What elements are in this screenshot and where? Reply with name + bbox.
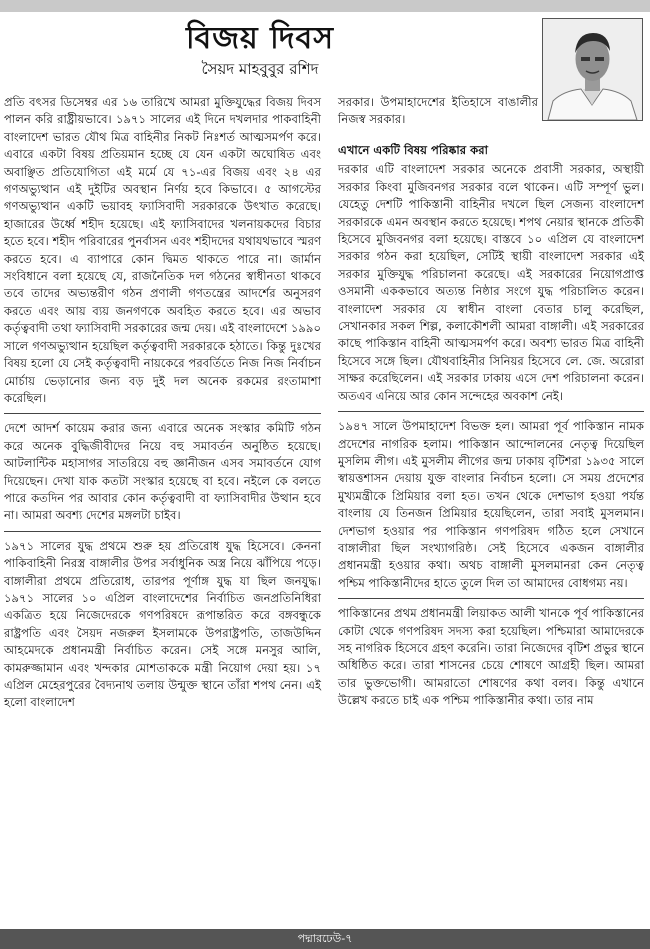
article-title: বিজয় দিবস bbox=[185, 21, 335, 56]
right-divider-2 bbox=[338, 598, 644, 599]
section-subhead: এখানে একটি বিষয় পরিষ্কার করা bbox=[338, 143, 488, 157]
author-photo bbox=[542, 18, 643, 121]
article-paragraph: পাকিস্তানের প্রথম প্রধানমন্ত্রী লিয়াকত আলী খানকে পূর্ব পাকিস্তানের কোটা থেকে গণপরিষদ সদস্য করা হয়েছিল। পশ্চিমারা আমাদেরকে সহ নাগরিক হিসেবে গ্রহণ করেনি। তারা নিজেদের বৃটিশ প্রভুর স্থানে অধিষ্ঠিত করে। তারা শাসনের চেয়ে শোষণে আগ্রহী ছিল। আমরা তার ভুক্তভোগী। আমরাতো শোষণের কথা বলব। কিন্তু এখানে উল্লেখ করতে চাই এক পশ্চিম পাকিস্তানীর কথা। তার নাম bbox=[338, 606, 644, 708]
left-divider-2 bbox=[4, 531, 321, 532]
article-paragraph: প্রতি বৎসর ডিসেম্বর এর ১৬ তারিখে আমরা মুক্তিযুদ্ধের বিজয় দিবস পালন করি রাষ্ট্রীয়ভাবে। ১৯৭১ সালের এই দিনে দখলদার পাকবাহিনী বাংলাদেশ ভারত যৌথ মিত্র বাহিনীর নিকট নিঃশর্ত আত্মসমর্পণ করে। এবারে একটা বিষয় প্রতিয়মান হচ্ছে যে যেন একটা অঘোষিত এবং অবাঞ্ছিত প্রতিযোগিতা এই মর্মে যে ৭১-এর বিজয় এবং ২৪ এর গণঅভ্যুত্থান এই দুইটির অবস্থান নির্ণয় হবে কিভাবে। ৫ আগস্টের গণঅভ্যুত্থান একটি ভয়াবহ ফ্যাসিবাদী সরকারকে উৎখাত করেছে। হাজারের উর্ধ্বে শহীদ হয়েছে। এই ফ্যাসিবাদের খলনায়কদের বিচার হতে হবে। শহীদ পরিবারের পুনর্বাসন এবং শহীদদের যথাযথভাবে স্মরণ করতে হবে। এ ব্যাপারে কোন দ্বিমত থাকতে পারে না। জার্মান সংবিধানে বলা হয়েছে যে, রাজনৈতিক দল গঠনের স্বাধীনতা থাকবে তবে তাদের অভ্যন্তরীণ গঠন প্রণালী গণতন্ত্রের আদর্শের অনুসরণ করতে এবং আয় ব্যয় জনগণকে অবহিত করতে হবে। এর অভাব কর্তৃত্ববাদী তথা ফ্যাসিবাদী সরকারের জন্ম দেয়। এই বাংলাদেশে ১৯৯০ সালে গণঅভ্যুত্থান হয়েছিল কর্তৃত্ববাদী সরকারকে হঠাতে। কিন্তু দুঃখের বিষয় হলো যে সেই কর্তৃত্ববাদী নায়কেরে পরবর্তিতে নিজ নিজ নির্বাচন মোর্চায় ভেড়ানোর জন্য বড় দুই দল অনেক রকমের রংতামাশা করেছিল। bbox=[4, 95, 321, 405]
article-paragraph: দরকার এটি বাংলাদেশ সরকার অনেকে প্রবাসী সরকার, অস্থায়ী সরকার কিংবা মুজিবনগর সরকার বলে থাকেন। এটি সম্পূর্ণ ভুল। যেহেতু দেশটি পাকিস্তানী বাহিনীর দখলে ছিল সেজন্য বাংলাদেশ সরকারকে এমন অবস্থান করতে হয়েছে। শপথ নেয়ার স্থানকে প্রতিকী হিসেবে মুজিবনগর বলা হয়েছে। বাস্তবে ১০ এপ্রিল যে বাংলাদেশ সরকার গঠন করা হয়েছিল, সেটিই স্থায়ী বাংলাদেশ সরকার এই সরকার মুক্তিযুদ্ধ পরিচালনা করেছে। এই সরকারের নিয়োগপ্রাপ্ত ওসমানী এককভাবে অত্যন্ত নিষ্ঠার সংগে যুদ্ধ পরিচালিত করেন। বাংলাদেশ সরকার যে স্বাধীন বাংলা বেতার চালু করেছিল, সেখানকার সকল শিল্প, কলাকৌশলী আমরা বাঙ্গালী। এই সরকারের কাছে পাকিস্তান বাহিনী আত্মসমর্পণ করে। অবশ্য ভারত মিত্র বাহিনী হিসেবে সঙ্গে ছিল। যৌথবাহিনীর সিনিয়র হিসেবে লে. জে. অরোরা সাক্ষর করেছিলেন। এই সরকার ঢাকায় এসে দেশ পরিচালনা করেন। অতএব এনিয়ে আর কোন সন্দেহের অবকাশ নেই। bbox=[338, 162, 644, 403]
top-band bbox=[0, 0, 650, 12]
right-column bbox=[338, 94, 538, 135]
article-paragraph: ১৯৪৭ সালে উপমাহাদেশ বিভক্ত হল। আমরা পূর্ব পাকিস্তান নামক প্রদেশের নাগরিক হলাম। পাকিস্তান আন্দোলনের নেতৃত্ব দিয়েছিল মুসলিম লীগ। এই মুসলীম লীগের জন্ম ঢাকায় বৃটিশরা ১৯৩৫ সালে স্বায়ত্তশাসন দেয়ায় যুক্ত বাংলার নির্বাচন হলো। সে সময় প্রদেশের মুখ্যমন্ত্রীকে প্রিমিয়ার বলা হত। তখন থেকে দেশভাগ হওয়া পর্যন্ত বাংলায় যে তিনজন প্রিমিয়ার হয়েছিলেন, তারা সবাই মুসলমান। দেশভাগ হওয়ার পর পাকিস্তান গণপরিষদ গঠিত হলে সেখানে বাঙ্গালীরা ছিল সংখ্যাগরিষ্ঠ। সেই হিসেবে একজন বাঙ্গালীর প্রধানমন্ত্রী হওয়ার কথা। অথচ বাঙ্গালী মুসলমানরা কেন নেতৃত্ব পশ্চিম পাকিস্তানীদের হাতে তুলে দিল তা আমাদের বোধগম্য নয়। bbox=[338, 419, 644, 590]
right-divider-1 bbox=[338, 411, 644, 412]
left-divider-1 bbox=[4, 413, 321, 414]
article-paragraph: সরকার। উপমাহাদেশের ইতিহাসে বাঙালীর নিজস্ব সরকার। bbox=[338, 95, 538, 127]
page-footer: পদ্মারঢেউ-৭ bbox=[0, 929, 650, 949]
article-paragraph: ১৯৭১ সালের যুদ্ধ প্রথমে শুরু হয় প্রতিরোধ যুদ্ধ হিসেবে। কেননা পাকিবাহিনী নিরস্ত্র বাঙ্গালীর উপর সর্বাধুনিক অস্ত্র নিয়ে ঝাঁপিয়ে পড়ে। বাঙ্গালীরা প্রথমে প্রতিরোধ, তারপর পূর্ণাঙ্গ যুদ্ধ যা ছিল জনযুদ্ধ। ১৯৭১ সালের ১০ এপ্রিল বাংলাদেশের নির্বাচিত জনপ্রতিনিধিরা একত্রিত হয়ে নিজেদেরকে গণপরিষদে রূপান্তরিত করে বঙ্গবন্ধুকে রাষ্ট্রপতি এবং সৈয়দ নজরুল ইসলামকে উপরাষ্ট্রপতি, তাজউদ্দিন আহমেদকে প্রধানমন্ত্রী নির্বাচিত করেন। সেই সঙ্গে মনসুর আলি, কামরুজ্জামান এবং খন্দকার মোশতাককে মন্ত্রী নিয়োগ দেয়া হয়। ১৭ এপ্রিল মেহেরপুরের বৈদ্যনাথ তলায় উন্মুক্ত স্থানে তাঁরা শপথ নেন। এই হলো বাংলাদেশ bbox=[4, 538, 321, 710]
left-column bbox=[4, 94, 321, 718]
article-paragraph: দেশে আদর্শ কায়েম করার জন্য এবারে অনেক সংস্কার কমিটি গঠন করে অনেক বুদ্ধিজীবীদের নিয়ে বহু সমাবর্তন অনুষ্ঠিত হয়েছে। আটলান্টিক মহাসাগর সাতরিয়ে বহু জ্ঞানীজন এসব সমাবর্তনে যোগ দিয়েছেন। দেখা যাক কতটা সংস্কার হয়েছে বা হবে। নইলে কে বলতে পারে কতদিন পর আবার কোন কর্তৃত্ববাদী বা ফ্যাসিবাদীর উত্থান হবে না। আমরা অবশ্য দেশের মঙ্গলটা চাইব। bbox=[4, 421, 321, 523]
right-column-main bbox=[338, 132, 644, 716]
article-author: সৈয়দ মাহবুবুর রশিদ bbox=[201, 60, 319, 78]
